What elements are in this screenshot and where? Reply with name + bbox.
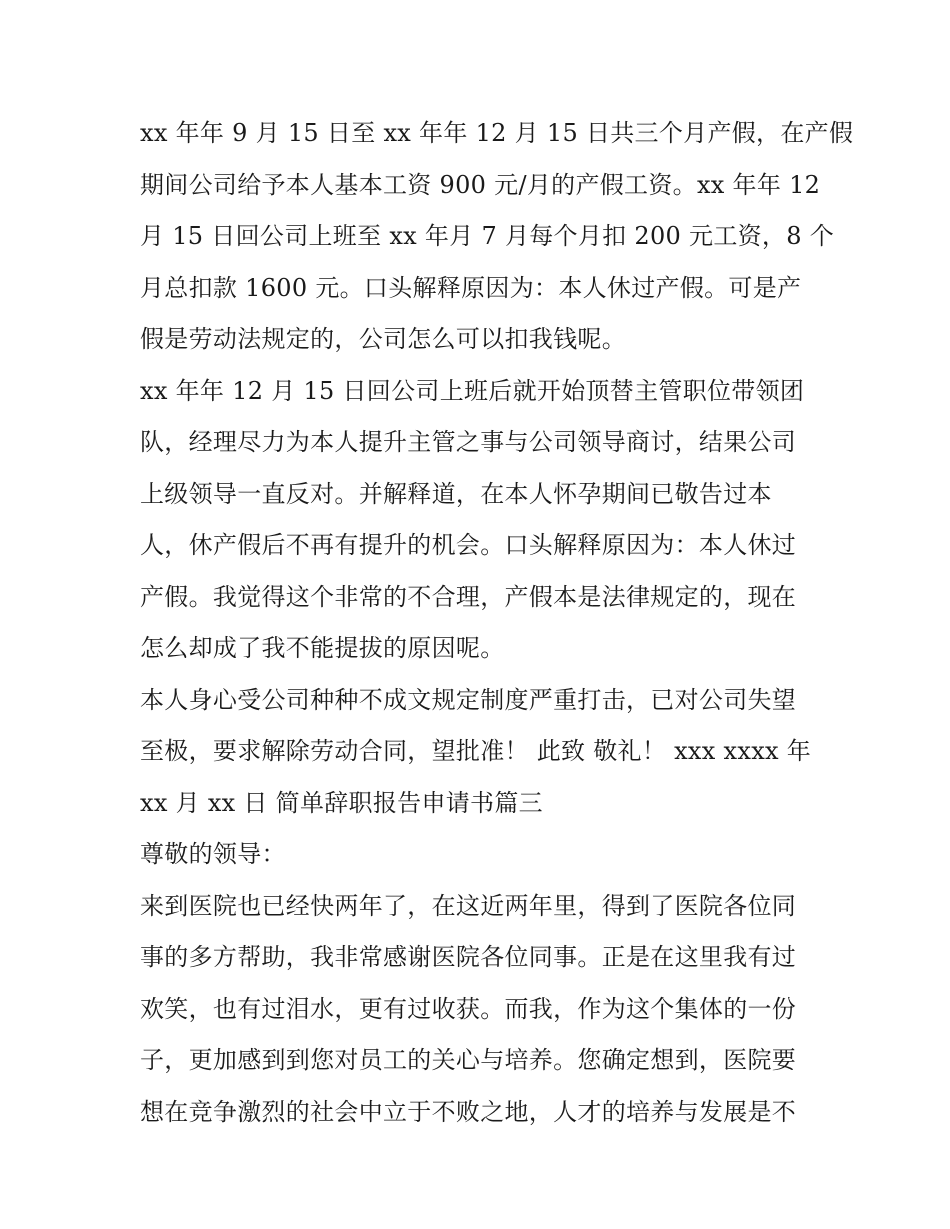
text-line: 怎么却成了我不能提拔的原因呢。 xyxy=(140,634,505,662)
text-line: 子，更加感到到您对员工的关心与培养。您确定想到，医院要 xyxy=(140,1046,797,1074)
text-line: 产假。我觉得这个非常的不合理，产假本是法律规定的，现在 xyxy=(140,582,797,611)
text-line: 本人身心受公司种种不成文规定制度严重打击，已对公司失望 xyxy=(140,685,797,714)
text-line: 欢笑，也有过泪水，更有过收获。而我，作为这个集体的一份 xyxy=(140,994,797,1023)
text-line: xx 年年 12 月 15 日回公司上班后就开始顶替主管职位带领团 xyxy=(140,376,805,405)
text-line: 来到医院也已经快两年了，在这近两年里，得到了医院各位同 xyxy=(140,891,797,920)
text-line: 月总扣款 1600 元。口头解释原因为：本人休过产假。可是产 xyxy=(140,273,802,302)
text-line: 假是劳动法规定的，公司怎么可以扣我钱呢。 xyxy=(140,325,626,353)
document-body xyxy=(140,108,854,1138)
text-line: 事的多方帮助，我非常感谢医院各位同事。正是在这里我有过 xyxy=(140,943,797,971)
text-line: xx 年年 9 月 15 日至 xx 年年 12 月 15 日共三个月产假，在产假 xyxy=(140,119,854,147)
text-line: 期间公司给予本人基本工资 900 元/月的产假工资。xx 年年 12 xyxy=(140,170,821,199)
text-line: 月 15 日回公司上班至 xx 年月 7 月每个月扣 200 元工资，8 个 xyxy=(140,222,835,250)
text-line: 尊敬的领导： xyxy=(140,840,286,868)
text-line: 至极，要求解除劳动合同，望批准！ 此致 敬礼！ xxx xxxx 年 xyxy=(140,737,812,765)
text-line: 上级领导一直反对。并解释道，在本人怀孕期间已敬告过本 xyxy=(140,479,772,508)
text-line: xx 月 xx 日 简单辞职报告申请书篇三 xyxy=(140,788,543,817)
text-line: 人，休产假后不再有提升的机会。口头解释原因为：本人休过 xyxy=(140,531,797,559)
text-line: 想在竞争激烈的社会中立于不败之地，人才的培养与发展是不 xyxy=(140,1097,797,1126)
text-line: 队，经理尽力为本人提升主管之事与公司领导商讨，结果公司 xyxy=(140,428,797,456)
